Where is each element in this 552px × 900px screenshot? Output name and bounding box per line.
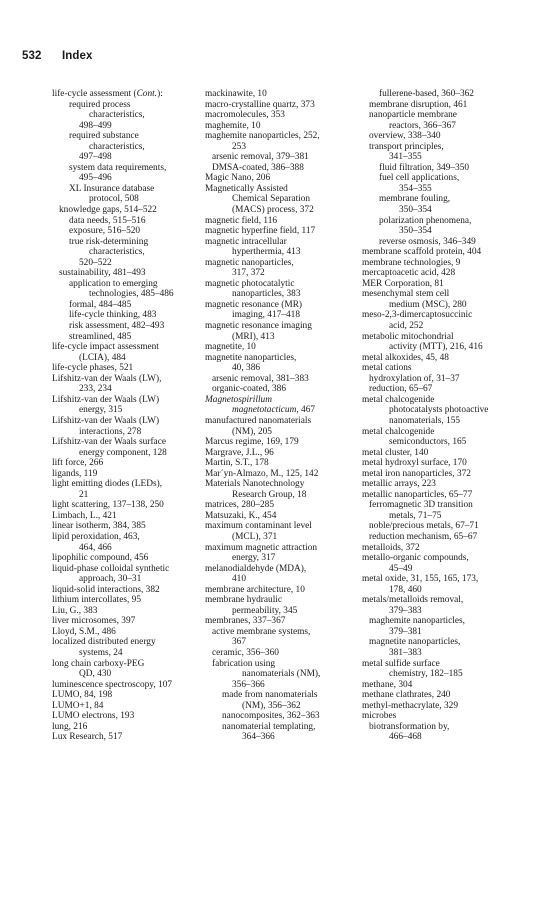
index-entry: light emitting diodes (LEDs),: [52, 479, 163, 490]
index-entry: QD, 430: [79, 669, 112, 680]
index-entry: Research Group, 18: [232, 489, 307, 500]
index-entry: 253: [232, 141, 247, 152]
index-entry: hydroxylation of, 31–37: [369, 373, 460, 384]
index-entry: 381–383: [389, 647, 422, 658]
index-entry: required process: [69, 99, 131, 110]
index-entry: nanoparticle membrane: [369, 110, 457, 121]
index-entry: permeability, 345: [232, 605, 298, 616]
index-entry: reactors, 366–367: [389, 120, 456, 131]
index-entry: linear isotherm, 384, 385: [52, 521, 146, 532]
index-entry: magnetic resonance (MR): [205, 299, 303, 310]
index-entry: 21: [79, 489, 89, 500]
index-entry: macromolecules, 353: [205, 110, 285, 121]
index-entry: Mar´yn-Almazo, M., 125, 142: [205, 468, 319, 479]
index-entry: energy component, 128: [79, 447, 167, 458]
index-entry: magnetite, 10: [205, 342, 256, 353]
index-entry: LUMO, 84, 198: [52, 690, 113, 701]
index-entry: nanomaterial templating,: [222, 721, 316, 732]
index-entry: 350–354: [399, 205, 432, 216]
index-entry: medium (MSC), 280: [389, 299, 467, 310]
index-entry: 341–355: [389, 152, 422, 163]
page-number: 532: [22, 50, 42, 62]
index-entry: Limbach, L., 421: [52, 510, 117, 521]
index-entry: light scattering, 137–138, 250: [52, 500, 164, 511]
index-entry: (MRI), 413: [232, 331, 275, 342]
index-entry: magnetic nanoparticles,: [205, 257, 294, 268]
index-entry: streamlined, 485: [69, 331, 132, 342]
index-entry: ceramic, 356–360: [212, 647, 279, 658]
index-entry: metal cations: [362, 363, 412, 374]
index-entry: mackinawite, 10: [205, 89, 267, 99]
index-entry: maximum magnetic attraction: [205, 542, 318, 553]
index-entry: data needs, 515–516: [69, 215, 146, 226]
index-entry: 364–366: [242, 732, 275, 743]
index-entry: life-cycle impact assessment: [52, 342, 159, 353]
index-entry: liver microsomes, 397: [52, 616, 136, 627]
index-entry: Lloyd, S.M., 486: [52, 626, 116, 637]
index-entry: 379–383: [389, 605, 422, 616]
index-entry: polarization phenomena,: [379, 215, 472, 226]
index-entry: metals, 71–75: [389, 510, 442, 521]
index-entry: reduction, 65–67: [369, 384, 433, 395]
index-entry: energy, 317: [232, 553, 276, 564]
index-entry: formal, 484–485: [69, 299, 132, 310]
index-entry: 464, 466: [79, 542, 112, 553]
index-entry: required substance: [69, 131, 139, 142]
index-entry: macro-crystalline quartz, 373: [205, 99, 315, 110]
index-entry: noble/precious metals, 67–71: [369, 521, 479, 532]
index-entry: [205, 395, 361, 406]
index-entry: fuel cell applications,: [379, 173, 460, 184]
index-entry: 495–496: [79, 173, 112, 184]
index-entry: metallic nanoparticles, 65–77: [362, 489, 473, 500]
index-entry: Lifshitz-van der Waals (LW): [52, 415, 160, 426]
index-column-1: [52, 89, 202, 743]
index-entry: chemistry, 182–185: [389, 669, 463, 680]
index-entry: manufactured nanomaterials: [205, 415, 312, 426]
index-entry: 317, 372: [232, 268, 265, 279]
index-entry: metal oxide, 31, 155, 165, 173,: [362, 574, 479, 585]
index-entry: made from nanomaterials: [222, 690, 318, 701]
entry-text: , 467: [296, 405, 316, 416]
index-entry: 367: [232, 637, 247, 648]
index-entry: sustainability, 481–493: [59, 268, 146, 279]
index-entry: reduction mechanism, 65–67: [369, 531, 478, 542]
index-column-3: [362, 89, 534, 743]
index-entry: magnetite nanoparticles,: [369, 637, 461, 648]
page-title: Index: [62, 50, 93, 62]
index-entry: lipophilic compound, 456: [52, 553, 149, 564]
index-entry: 379–381: [389, 626, 422, 637]
index-entry: 410: [232, 574, 247, 585]
index-entry: long chain carboxy-PEG: [52, 658, 145, 669]
index-entry: magnetic hyperfine field, 117: [205, 226, 316, 237]
index-entry: approach, 30–31: [79, 574, 142, 585]
index-entry: true risk-determining: [69, 236, 149, 247]
index-entry: 466–468: [389, 732, 422, 743]
index-entry: characteristics,: [89, 110, 145, 121]
index-entry: DMSA-coated, 386–388: [212, 162, 304, 173]
index-entry: membrane fouling,: [379, 194, 451, 205]
index-entry: activity (MTT), 216, 416: [389, 342, 483, 353]
index-entry: membrane disruption, 461: [369, 99, 468, 110]
italic-term: magnetotacticum: [232, 405, 297, 416]
index-entry: risk assessment, 482–493: [69, 321, 165, 332]
index-entry: liquid-solid interactions, 382: [52, 584, 160, 595]
index-entry: interactions, 278: [79, 426, 142, 437]
index-entry: application to emerging: [69, 278, 158, 289]
index-entry: LUMO electrons, 193: [52, 711, 135, 722]
entry-text: life-cycle assessment (: [52, 89, 137, 99]
index-entry: imaging, 417–418: [232, 310, 300, 321]
index-entry: life-cycle thinking, 483: [69, 310, 157, 321]
index-entry: LUMO+1, 84: [52, 700, 104, 711]
index-entry: Lux Research, 517: [52, 732, 123, 743]
index-entry: methane, 304: [362, 679, 413, 690]
index-entry: metal chalcogenide: [362, 426, 435, 437]
index-entry: lift force, 266: [52, 458, 104, 469]
index-entry: mesenchymal stem cell: [362, 289, 450, 300]
index-entry: lung, 216: [52, 721, 88, 732]
index-entry: microbes: [362, 711, 397, 722]
index-entry: Marcus regime, 169, 179: [205, 437, 299, 448]
index-entry: fabrication using: [212, 658, 276, 669]
index-entry: Margrave, J.L., 96: [205, 447, 274, 458]
index-entry: metals/metalloids removal,: [362, 595, 464, 606]
index-entry: Lifshitz-van der Waals surface: [52, 437, 167, 448]
index-entry: metal sulfide surface: [362, 658, 440, 669]
index-entry: maghemite nanoparticles, 252,: [205, 131, 320, 142]
index-entry: metalloids, 372: [362, 542, 420, 553]
index-entry: (NM), 356–362: [242, 700, 301, 711]
index-entry: XL Insurance database: [69, 183, 155, 194]
index-entry: methyl-methacrylate, 329: [362, 700, 458, 711]
index-column-2: [205, 89, 361, 743]
index-entry: metal chalcogenide: [362, 394, 435, 405]
index-entry: fluid filtration, 349–350: [379, 162, 470, 173]
index-entry: energy, 315: [79, 405, 123, 416]
index-entry: metal hydroxyl surface, 170: [362, 458, 467, 469]
index-entry: knowledge gaps, 514–522: [59, 205, 157, 216]
index-entry: 350–354: [399, 226, 432, 237]
index-entry: membrane scaffold protein, 404: [362, 247, 482, 258]
index-entry: Magic Nano, 206: [205, 173, 271, 184]
index-entry: membranes, 337–367: [205, 616, 286, 627]
index-entry: methane clathrates, 240: [362, 690, 451, 701]
index-entry: (MACS) process, 372: [232, 205, 314, 216]
index-entry: Lifshitz-van der Waals (LW),: [52, 373, 162, 384]
index-entry: magnetic field, 116: [205, 215, 278, 226]
index-entry: magnetic resonance imaging: [205, 321, 312, 332]
page-header: [22, 50, 93, 62]
index-entry: nanomaterials (NM),: [242, 669, 321, 680]
index-entry: [205, 405, 361, 416]
index-entry: (LCIA), 484: [79, 352, 126, 363]
index-entry: Martin, S.T., 178: [205, 458, 269, 469]
index-entry: membrane hydraulic: [205, 595, 283, 606]
index-entry: 520–522: [79, 257, 112, 268]
index-entry: metallo-organic compounds,: [362, 553, 469, 564]
index-entry: overview, 338–340: [369, 131, 441, 142]
index-entry: membrane architecture, 10: [205, 584, 305, 595]
index-entry: 45–49: [389, 563, 413, 574]
index-entry: nanoparticles, 383: [232, 289, 301, 300]
index-entry: reverse osmosis, 346–349: [379, 236, 476, 247]
index-entry: Materials Nanotechnology: [205, 479, 305, 490]
index-entry: magnetite nanoparticles,: [205, 352, 297, 363]
index-entry: magnetic intracellular: [205, 236, 287, 247]
index-entry: ligands, 119: [52, 468, 98, 479]
index-entry: semiconductors, 165: [389, 437, 467, 448]
index-entry: fullerene-based, 360–362: [379, 89, 474, 99]
index-entry: metallic arrays, 223: [362, 479, 436, 490]
index-entry: protocol, 508: [89, 194, 139, 205]
index-entry: systems, 24: [79, 647, 123, 658]
entry-text: ):: [157, 89, 163, 99]
index-entry: ferromagnetic 3D transition: [369, 500, 473, 511]
index-entry: (MCL), 371: [232, 531, 278, 542]
index-entry: metal alkoxides, 45, 48: [362, 352, 449, 363]
index-entry: Magnetically Assisted: [205, 183, 288, 194]
index-entry: membrane technologies, 9: [362, 257, 461, 268]
index-entry: metal cluster, 140: [362, 447, 429, 458]
index-entry: characteristics,: [89, 141, 145, 152]
index-entry: metal iron nanoparticles, 372: [362, 468, 471, 479]
index-entry: 40, 386: [232, 363, 261, 374]
index-entry: [52, 89, 202, 100]
index-entry: localized distributed energy: [52, 637, 156, 648]
index-entry: hyperthermia, 413: [232, 247, 301, 258]
index-entry: organic-coated, 386: [212, 384, 287, 395]
index-entry: arsenic removal, 379–381: [212, 152, 309, 163]
index-entry: life-cycle phases, 521: [52, 363, 134, 374]
index-entry: active membrane systems,: [212, 626, 311, 637]
index-entry: MER Corporation, 81: [362, 278, 444, 289]
index-entry: metabolic mitochondrial: [362, 331, 454, 342]
index-entry: characteristics,: [89, 247, 145, 258]
index-entry: transport principles,: [369, 141, 444, 152]
index-entry: nanocomposites, 362–363: [222, 711, 320, 722]
index-entry: melanodialdehyde (MDA),: [205, 563, 307, 574]
italic-term: Cont.: [136, 89, 158, 99]
index-entry: system data requirements,: [69, 162, 167, 173]
index-entry: arsenic removal, 381–383: [212, 373, 309, 384]
index-entry: technologies, 485–486: [89, 289, 174, 300]
index-entry: 178, 460: [389, 584, 422, 595]
italic-term: Magnetospirillum: [205, 394, 272, 405]
index-entry: matrices, 280–285: [205, 500, 275, 511]
index-entry: 497–498: [79, 152, 112, 163]
index-entry: biotransformation by,: [369, 721, 450, 732]
index-entry: lipid peroxidation, 463,: [52, 531, 140, 542]
index-entry: (NM), 205: [232, 426, 272, 437]
index-entry: 354–355: [399, 183, 432, 194]
index-entry: mercaptoacetic acid, 428: [362, 268, 456, 279]
index-entry: 233, 234: [79, 384, 112, 395]
index-entry: luminescence spectroscopy, 107: [52, 679, 173, 690]
index-entry: Liu, G., 383: [52, 605, 98, 616]
index-entry: Lifshitz-van der Waals (LW): [52, 394, 160, 405]
index-entry: maximum contaminant level: [205, 521, 312, 532]
index-entry: liquid-phase colloidal synthetic: [52, 563, 170, 574]
index-entry: maghemite nanoparticles,: [369, 616, 465, 627]
index-entry: Chemical Separation: [232, 194, 311, 205]
index-entry: Matsuzaki, K., 454: [205, 510, 277, 521]
index-entry: lithium intercollates, 95: [52, 595, 142, 606]
index-entry: 356–366: [232, 679, 265, 690]
index-entry: photocatalysts photoactive: [389, 405, 489, 416]
index-entry: exposure, 516–520: [69, 226, 141, 237]
index-entry: nanomaterials, 155: [389, 415, 461, 426]
index-entry: maghemite, 10: [205, 120, 261, 131]
index-entry: acid, 252: [389, 321, 424, 332]
index-entry: magnetic photocatalytic: [205, 278, 295, 289]
index-entry: meso-2,3-dimercaptosuccinic: [362, 310, 473, 321]
index-entry: 498–499: [79, 120, 112, 131]
